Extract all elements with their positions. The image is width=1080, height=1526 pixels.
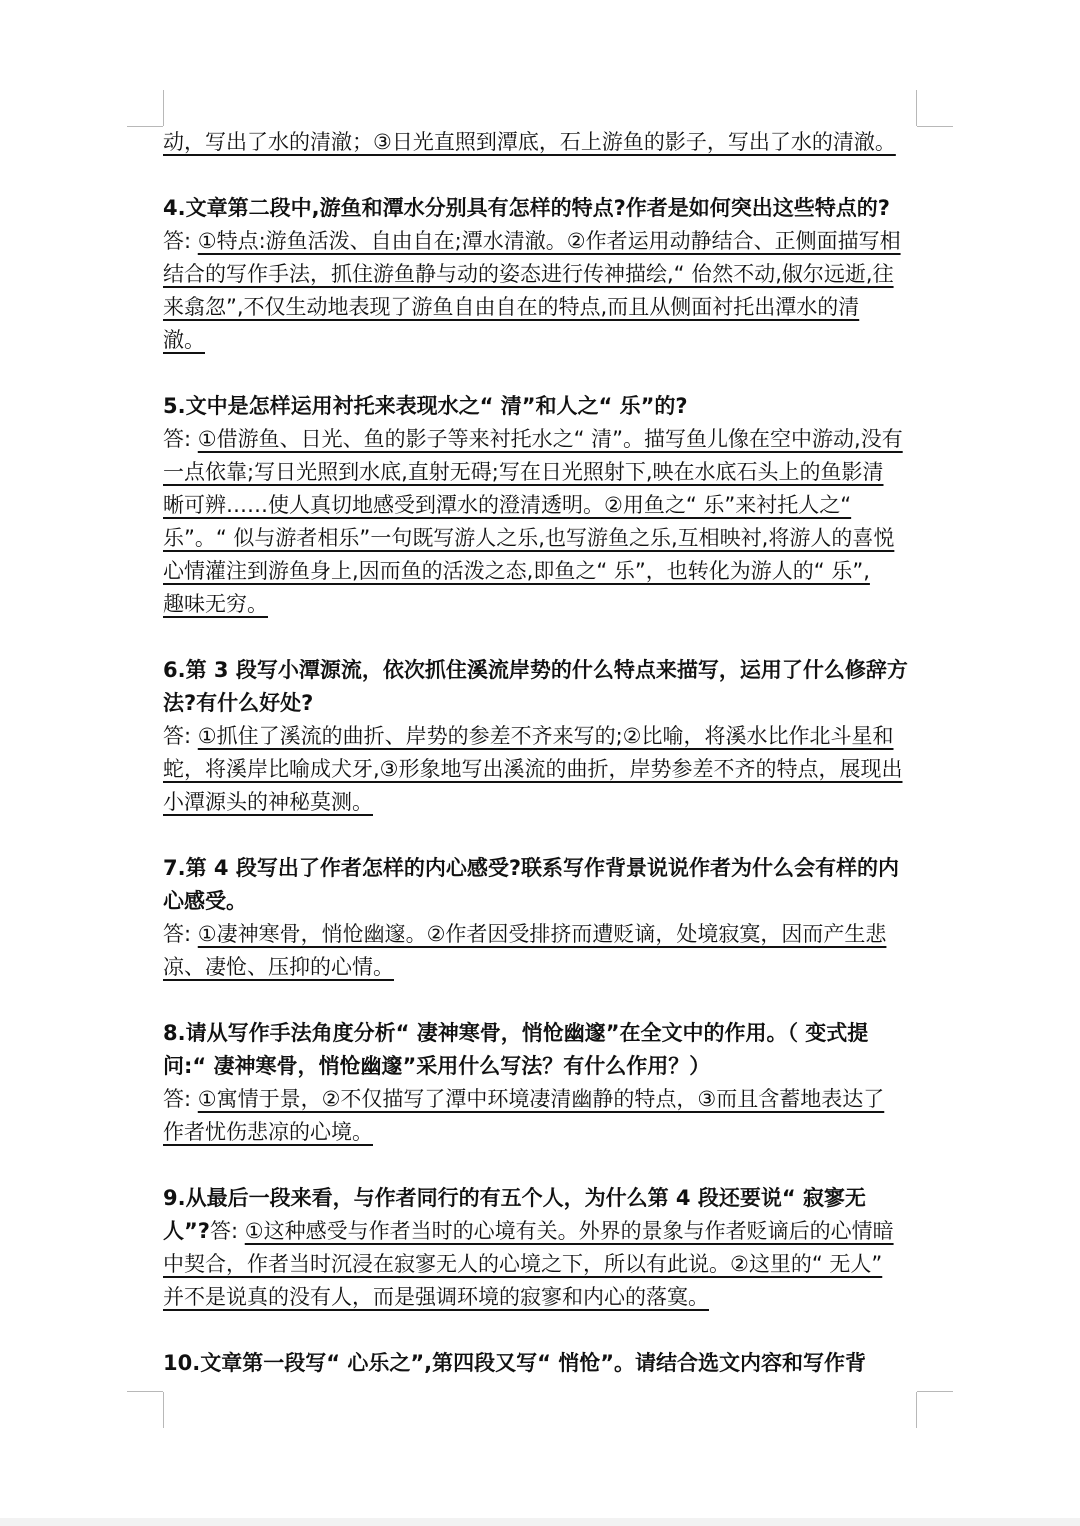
question-line bbox=[163, 192, 923, 225]
answer-text: 凉、凄怆、压抑的心情。 bbox=[163, 955, 394, 979]
question-line bbox=[163, 1182, 923, 1215]
crop-mark-bottom-right-vertical bbox=[916, 1392, 917, 1428]
question-line bbox=[163, 1050, 923, 1083]
crop-mark-top-right-vertical bbox=[916, 90, 917, 126]
answer-line bbox=[163, 324, 923, 357]
answer-text: ①这种感受与作者当时的心境有关。外界的景象与作者贬谪后的心情暗 bbox=[244, 1219, 894, 1243]
answer-line bbox=[163, 951, 923, 984]
answer-text: 中契合，作者当时沉浸在寂寥无人的心境之下，所以有此说。②这里的“ 无人” bbox=[163, 1252, 883, 1276]
document-body bbox=[163, 126, 923, 1380]
answer-line bbox=[163, 555, 923, 588]
paragraph-gap bbox=[163, 819, 923, 852]
paragraph-gap bbox=[163, 159, 923, 192]
question-line bbox=[163, 687, 923, 720]
paragraph-gap bbox=[163, 1314, 923, 1347]
answer-line bbox=[163, 1215, 923, 1248]
answer-text: 一点依靠;写日光照到水底,直射无碍;写在日光照射下,映在水底石头上的鱼影清 bbox=[163, 460, 884, 484]
crop-mark-bottom-left-vertical bbox=[163, 1392, 164, 1428]
crop-mark-top-left-horizontal bbox=[127, 126, 163, 127]
paragraph-gap bbox=[163, 357, 923, 390]
answer-text: 心情灌注到游鱼身上,因而鱼的活泼之态,即鱼之“ 乐”，也转化为游人的“ 乐”, bbox=[163, 559, 870, 583]
paragraph-gap bbox=[163, 621, 923, 654]
answer-line bbox=[163, 258, 923, 291]
question-text: 8.请从写作手法角度分析“ 凄神寒骨，悄怆幽邃”在全文中的作用。（ 变式提 bbox=[163, 1021, 869, 1045]
answer-prefix: 答: bbox=[163, 724, 198, 748]
answer-text: 趣味无穷。 bbox=[163, 592, 268, 616]
answer-prefix: 答: bbox=[163, 427, 198, 451]
answer-text: 小潭源头的神秘莫测。 bbox=[163, 790, 373, 814]
answer-line bbox=[163, 720, 923, 753]
question-text: 6.第 3 段写小潭源流，依次抓住溪流岸势的什么特点来描写，运用了什么修辞方 bbox=[163, 658, 908, 682]
question-text: 问:“ 凄神寒骨，悄怆幽邃”采用什么写法？有什么作用？） bbox=[163, 1054, 711, 1078]
crop-mark-bottom-right-horizontal bbox=[917, 1391, 953, 1392]
answer-prefix: 答: bbox=[163, 229, 198, 253]
question-text: 9.从最后一段来看，与作者同行的有五个人，为什么第 4 段还要说“ 寂寥无 bbox=[163, 1186, 866, 1210]
answer-text: 来翕忽”,不仅生动地表现了游鱼自由自在的特点,而且从侧面衬托出潭水的清 bbox=[163, 295, 860, 319]
answer-text: 蛇，将溪岸比喻成犬牙,③形象地写出溪流的曲折，岸势参差不齐的特点，展现出 bbox=[163, 757, 903, 781]
question-text: 法?有什么好处? bbox=[163, 691, 314, 715]
answer-text: 晰可辨……使人真切地感受到潭水的澄清透明。②用鱼之“ 乐”来衬托人之“ bbox=[163, 493, 852, 517]
paragraph-gap bbox=[163, 1149, 923, 1182]
answer-prefix: 答: bbox=[163, 1087, 198, 1111]
answer-line bbox=[163, 225, 923, 258]
answer-text: 结合的写作手法，抓住游鱼静与动的姿态进行传神描绘,“ 佁然不动,俶尔远逝,往 bbox=[163, 262, 894, 286]
answer-text: 并不是说真的没有人，而是强调环境的寂寥和内心的落寞。 bbox=[163, 1285, 709, 1309]
answer-text: ①寓情于景，②不仅描写了潭中环境凄清幽静的特点，③而且含蓄地表达了 bbox=[197, 1087, 885, 1111]
answer-line bbox=[163, 1083, 923, 1116]
answer-line bbox=[163, 456, 923, 489]
question-text: 5.文中是怎样运用衬托来表现水之“ 清”和人之“ 乐”的? bbox=[163, 394, 688, 418]
answer-text: 澈。 bbox=[163, 328, 205, 352]
question-line bbox=[163, 1347, 923, 1380]
answer-text: 乐”。“ 似与游者相乐”一句既写游人之乐,也写游鱼之乐,互相映衬,将游人的喜悦 bbox=[163, 526, 895, 550]
answer-line bbox=[163, 126, 923, 159]
answer-line bbox=[163, 753, 923, 786]
answer-text: ①凄神寒骨，悄怆幽邃。②作者因受排挤而遭贬谪，处境寂寞，因而产生悲 bbox=[197, 922, 887, 946]
answer-line bbox=[163, 1281, 923, 1314]
question-text: 4.文章第二段中,游鱼和潭水分别具有怎样的特点?作者是如何突出这些特点的? bbox=[163, 196, 890, 220]
answer-text: ①抓住了溪流的曲折、岸势的参差不齐来写的;②比喻，将溪水比作北斗星和 bbox=[197, 724, 894, 748]
crop-mark-bottom-left-horizontal bbox=[127, 1391, 163, 1392]
answer-text: ①借游鱼、日光、鱼的影子等来衬托水之“ 清”。描写鱼儿像在空中游动,没有 bbox=[197, 427, 903, 451]
answer-line bbox=[163, 522, 923, 555]
question-text: 心感受。 bbox=[163, 889, 247, 913]
question-line bbox=[163, 390, 923, 423]
question-text: 10.文章第一段写“ 心乐之”,第四段又写“ 悄怆”。请结合选文内容和写作背 bbox=[163, 1351, 867, 1375]
question-text: 人”? bbox=[163, 1219, 210, 1243]
question-line bbox=[163, 654, 923, 687]
page-bottom-edge bbox=[0, 1518, 1080, 1526]
question-text: 7.第 4 段写出了作者怎样的内心感受?联系写作背景说说作者为什么会有样的内 bbox=[163, 856, 900, 880]
answer-line bbox=[163, 423, 923, 456]
answer-prefix: 答: bbox=[163, 922, 198, 946]
question-line bbox=[163, 852, 923, 885]
crop-mark-top-left-vertical bbox=[163, 90, 164, 126]
answer-line bbox=[163, 786, 923, 819]
paragraph-gap bbox=[163, 984, 923, 1017]
question-line bbox=[163, 885, 923, 918]
answer-text: 动，写出了水的清澈；③日光直照到潭底，石上游鱼的影子，写出了水的清澈。 bbox=[163, 130, 896, 154]
answer-text: 作者忧伤悲凉的心境。 bbox=[163, 1120, 373, 1144]
answer-line bbox=[163, 588, 923, 621]
answer-line bbox=[163, 291, 923, 324]
answer-line bbox=[163, 1116, 923, 1149]
answer-line bbox=[163, 918, 923, 951]
answer-line bbox=[163, 489, 923, 522]
answer-prefix: 答: bbox=[209, 1219, 245, 1243]
answer-line bbox=[163, 1248, 923, 1281]
answer-text: ①特点:游鱼活泼、自由自在;潭水清澈。②作者运用动静结合、正侧面描写相 bbox=[197, 229, 901, 253]
question-line bbox=[163, 1017, 923, 1050]
